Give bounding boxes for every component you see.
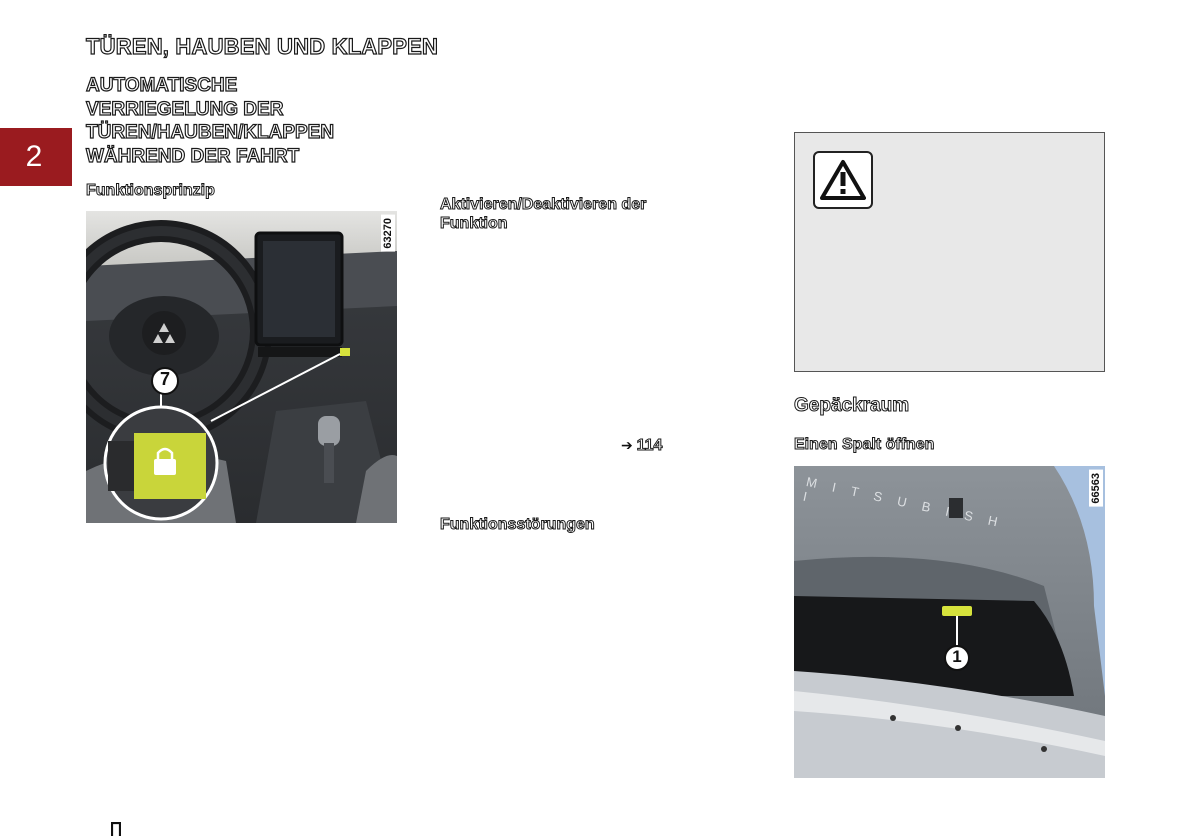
- page-reference[interactable]: [621, 437, 662, 455]
- sub-heading-line: TÜREN/HAUBEN/KLAPPEN: [86, 122, 335, 143]
- warning-triangle-icon: [813, 151, 873, 209]
- bookmark-icon: [111, 822, 121, 836]
- heading-luggage-compartment: Gepäckraum: [794, 395, 910, 416]
- callout-number: 7: [159, 369, 170, 389]
- sub-heading-line: VERRIEGELUNG DER: [86, 98, 284, 120]
- tailgate-image: [794, 466, 1105, 778]
- dashboard-interior-image: [86, 211, 397, 523]
- dashboard-illustration: [86, 211, 397, 523]
- lock-icon: [154, 459, 176, 475]
- heading-activate-deactivate: Aktivieren/Deaktivieren der Funktion: [440, 196, 647, 232]
- sub-heading-line: WÄHREND DER FAHRT: [86, 145, 300, 167]
- sub-heading-line: AUTOMATISCHE: [86, 75, 238, 96]
- sub-heading: [86, 74, 334, 168]
- heading-funktionsprinzip: Funktionsprinzip: [86, 182, 215, 199]
- heading-malfunctions: Funktionsstörungen: [440, 516, 595, 533]
- warning-box: [794, 132, 1105, 372]
- callout-number: 1: [952, 647, 962, 666]
- vehicle-lettering: M I T S U B I S H I: [801, 474, 1005, 531]
- arrow-right-icon: ➔: [621, 437, 637, 453]
- section-title: TÜREN, HAUBEN UND KLAPPEN: [86, 34, 439, 59]
- chapter-tab: 2: [0, 128, 72, 186]
- page-reference-number: 114: [636, 437, 663, 454]
- heading-open-gap: Einen Spalt öffnen: [794, 436, 935, 453]
- image-number: 66563: [1089, 470, 1103, 507]
- image-number: 63270: [381, 215, 395, 252]
